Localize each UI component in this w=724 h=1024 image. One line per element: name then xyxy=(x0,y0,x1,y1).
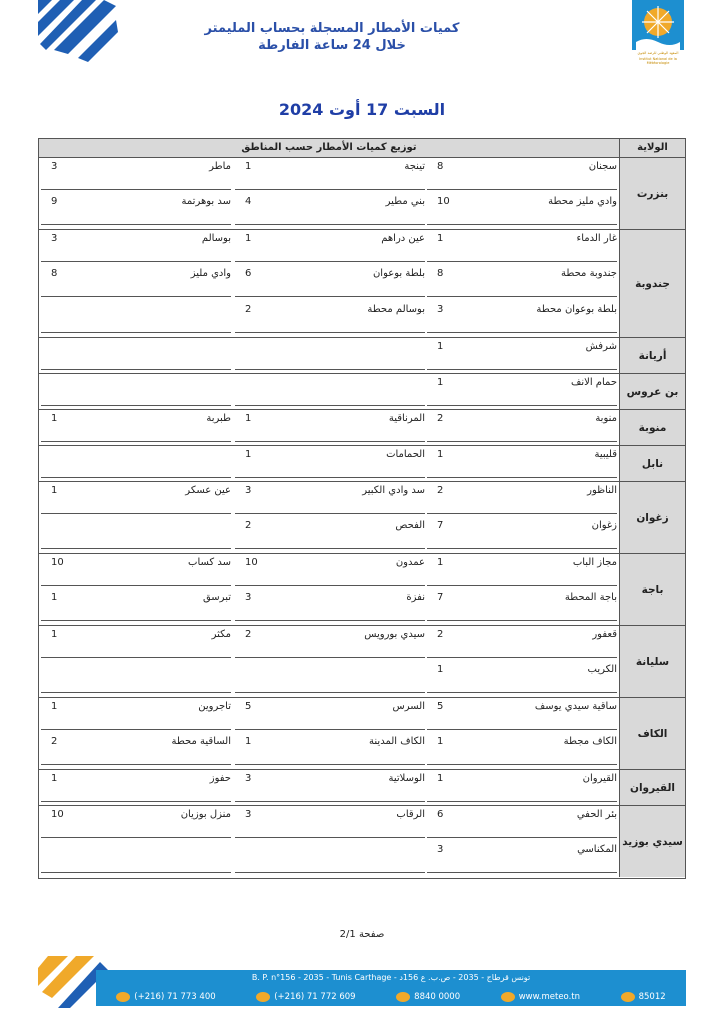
rainfall-value: 1 xyxy=(437,341,444,352)
region-name: أريانة xyxy=(619,337,685,373)
cell-underline xyxy=(235,224,425,225)
footer-address: B. P. n°156 - 2035 - Tunis Carthage - تونس قرطاج - 2035 - ص.ب. ع 156د xyxy=(251,973,531,982)
table-row xyxy=(39,589,619,625)
station-name: تاجروين xyxy=(198,701,231,712)
station-name: جندوبة محطة xyxy=(561,268,617,279)
cell-underline xyxy=(41,261,231,262)
cell-underline xyxy=(41,548,231,549)
cell-underline xyxy=(235,261,425,262)
station-name: المرناقية xyxy=(388,413,425,424)
station-name: منزل بوزيان xyxy=(180,809,231,820)
region-name: الكاف xyxy=(619,697,685,769)
cell-underline xyxy=(427,657,617,658)
phone-icon xyxy=(116,992,130,1002)
footer-contact xyxy=(621,992,666,1002)
station-name: قعفور xyxy=(592,629,617,640)
table-row xyxy=(39,445,619,482)
cell-underline xyxy=(41,189,231,190)
station-name: الكاف المدينة xyxy=(369,736,425,747)
contact-text: 85012 xyxy=(638,991,666,1002)
station-name: سجنان xyxy=(588,161,617,172)
rainfall-value: 1 xyxy=(51,629,58,640)
weather-institute-logo-icon xyxy=(632,0,684,50)
cell-underline xyxy=(235,620,425,621)
cell-underline xyxy=(235,513,425,514)
rainfall-value: 3 xyxy=(245,485,252,496)
rainfall-value: 1 xyxy=(51,413,58,424)
region-name: جندوبة xyxy=(619,229,685,337)
station-name: مجاز الباب xyxy=(572,557,617,568)
contact-text: 8840 0000 xyxy=(414,991,461,1002)
region-name: سليانة xyxy=(619,625,685,697)
cell-underline xyxy=(41,692,231,693)
phone-icon xyxy=(396,992,410,1002)
cell-underline xyxy=(41,585,231,586)
rainfall-value: 2 xyxy=(437,413,444,424)
cell-underline xyxy=(235,801,425,802)
logo-subtitle-fr: Institut National de la Météorologie xyxy=(639,56,677,65)
cell-underline xyxy=(41,405,231,406)
table-row xyxy=(39,661,619,697)
cell-underline xyxy=(41,837,231,838)
table-header xyxy=(39,139,685,158)
cell-underline xyxy=(235,189,425,190)
cell-underline xyxy=(427,405,617,406)
station-name: الناظور xyxy=(587,485,617,496)
table-row xyxy=(39,625,619,662)
station-name: ماطر xyxy=(209,161,231,172)
rainfall-value: 3 xyxy=(437,844,444,855)
station-name: حمام الانف xyxy=(571,377,617,388)
cell-underline xyxy=(235,837,425,838)
station-name: الرقاب xyxy=(396,809,425,820)
station-name: عين عسكر xyxy=(185,485,231,496)
cell-underline xyxy=(427,332,617,333)
phone-icon xyxy=(256,992,270,1002)
station-name: قليبية xyxy=(594,449,617,460)
station-name: طبربة xyxy=(206,413,231,424)
station-name: نفزة xyxy=(406,592,425,603)
fax-icon xyxy=(621,992,635,1002)
report-date: السبت 17 أوت 2024 xyxy=(278,100,446,119)
table-row xyxy=(39,265,619,301)
station-name: بلطة بوعوان محطة xyxy=(536,304,617,315)
rainfall-value: 5 xyxy=(245,701,252,712)
rainfall-table xyxy=(38,138,686,879)
station-name: الساقية محطة xyxy=(171,736,231,747)
cell-underline xyxy=(235,477,425,478)
cell-underline xyxy=(41,764,231,765)
table-row xyxy=(39,481,619,518)
region-name: سيدي بوزيد xyxy=(619,805,685,877)
page-header xyxy=(182,20,482,54)
globe-icon xyxy=(501,992,515,1002)
station-name: القيروان xyxy=(582,773,617,784)
station-name: بني مطير xyxy=(385,196,425,207)
rainfall-value: 10 xyxy=(51,809,64,820)
station-name: زغوان xyxy=(591,520,617,531)
cell-underline xyxy=(235,764,425,765)
rainfall-value: 6 xyxy=(437,809,444,820)
rainfall-value: 10 xyxy=(51,557,64,568)
cell-underline xyxy=(41,513,231,514)
cell-underline xyxy=(427,692,617,693)
station-name: وادي مليز محطة xyxy=(548,196,617,207)
cell-underline xyxy=(41,441,231,442)
rainfall-value: 2 xyxy=(437,485,444,496)
station-name: تينجة xyxy=(404,161,425,172)
station-name: مكثر xyxy=(211,629,231,640)
station-name: الوسلاتية xyxy=(388,773,425,784)
station-name: حفوز xyxy=(209,773,231,784)
region-name: القيروان xyxy=(619,769,685,805)
station-name: عمدون xyxy=(395,557,425,568)
cell-underline xyxy=(427,189,617,190)
rainfall-value: 1 xyxy=(437,449,444,460)
rainfall-value: 10 xyxy=(245,557,258,568)
station-name: الكريب xyxy=(587,664,617,675)
rainfall-value: 4 xyxy=(245,196,252,207)
footer-contact xyxy=(116,992,215,1002)
cell-underline xyxy=(235,872,425,873)
cell-underline xyxy=(427,837,617,838)
table-row xyxy=(39,805,619,842)
station-name: ساقية سيدي يوسف xyxy=(534,701,617,712)
table-row xyxy=(39,697,619,734)
rainfall-value: 2 xyxy=(437,629,444,640)
rainfall-value: 1 xyxy=(245,233,252,244)
station-name: سد كساب xyxy=(188,557,231,568)
cell-underline xyxy=(41,477,231,478)
footer-contact xyxy=(501,992,580,1002)
cell-underline xyxy=(427,513,617,514)
station-name: بوسالم محطة xyxy=(367,304,425,315)
station-name: الحمامات xyxy=(386,449,425,460)
region-name: بن عروس xyxy=(619,373,685,409)
rainfall-value: 1 xyxy=(51,773,58,784)
rainfall-value: 3 xyxy=(245,773,252,784)
table-row xyxy=(39,337,619,374)
station-name: المكناسي xyxy=(577,844,617,855)
footer-contacts xyxy=(96,989,686,1004)
rainfall-value: 1 xyxy=(51,485,58,496)
cell-underline xyxy=(427,548,617,549)
table-row xyxy=(39,373,619,410)
cell-underline xyxy=(427,441,617,442)
table-row xyxy=(39,301,619,337)
region-name: منوبة xyxy=(619,409,685,445)
table-row xyxy=(39,157,619,194)
table-row xyxy=(39,733,619,769)
region-name: زغوان xyxy=(619,481,685,553)
cell-underline xyxy=(235,729,425,730)
cell-underline xyxy=(41,332,231,333)
cell-underline xyxy=(235,369,425,370)
rainfall-value: 7 xyxy=(437,592,444,603)
region-name: بنزرت xyxy=(619,157,685,229)
station-name: عين دراهم xyxy=(381,233,425,244)
header-distribution: توزيع كميات الأمطار حسب المناطق xyxy=(39,139,619,157)
decorative-stripes xyxy=(38,0,118,70)
cell-underline xyxy=(235,585,425,586)
cell-underline xyxy=(41,657,231,658)
rainfall-value: 8 xyxy=(437,161,444,172)
cell-underline xyxy=(41,224,231,225)
footer-contact xyxy=(256,992,355,1002)
station-name: باجة المحطة xyxy=(564,592,617,603)
station-name: تبرسق xyxy=(202,592,231,603)
cell-underline xyxy=(427,729,617,730)
cell-underline xyxy=(41,296,231,297)
cell-underline xyxy=(427,477,617,478)
header-title-line1: كميات الأمطار المسجلة بحساب المليمتر xyxy=(204,21,460,36)
rainfall-value: 2 xyxy=(245,629,252,640)
table-row xyxy=(39,769,619,806)
cell-underline xyxy=(41,801,231,802)
header-title-line2: خلال 24 ساعة الفارطة xyxy=(258,38,406,53)
cell-underline xyxy=(427,224,617,225)
footer-bar xyxy=(96,970,686,1006)
rainfall-value: 1 xyxy=(437,377,444,388)
rainfall-value: 6 xyxy=(245,268,252,279)
cell-underline xyxy=(235,657,425,658)
station-name: منوبة xyxy=(595,413,617,424)
rainfall-value: 1 xyxy=(437,557,444,568)
cell-underline xyxy=(235,332,425,333)
page-number: صفحة 2/1 xyxy=(339,929,385,940)
rainfall-value: 1 xyxy=(245,736,252,747)
station-name: السرس xyxy=(392,701,425,712)
rainfall-value: 2 xyxy=(245,304,252,315)
station-name: سد وادي الكبير xyxy=(362,485,425,496)
cell-underline xyxy=(235,441,425,442)
cell-underline xyxy=(427,369,617,370)
cell-underline xyxy=(41,620,231,621)
table-row xyxy=(39,553,619,590)
rainfall-value: 8 xyxy=(51,268,58,279)
station-name: شرفش xyxy=(585,341,617,352)
rainfall-value: 2 xyxy=(245,520,252,531)
cell-underline xyxy=(427,296,617,297)
rainfall-value: 8 xyxy=(437,268,444,279)
contact-text: (+216) 71 772 609 xyxy=(274,991,356,1002)
station-name: سيدي بورويس xyxy=(364,629,425,640)
rainfall-value: 3 xyxy=(245,809,252,820)
station-name: الكاف مجطة xyxy=(563,736,617,747)
rainfall-value: 1 xyxy=(437,736,444,747)
cell-underline xyxy=(41,729,231,730)
station-name: سد بوهرتمة xyxy=(181,196,231,207)
rainfall-value: 1 xyxy=(51,592,58,603)
rainfall-value: 3 xyxy=(245,592,252,603)
rainfall-value: 1 xyxy=(437,233,444,244)
cell-underline xyxy=(427,764,617,765)
cell-underline xyxy=(235,296,425,297)
cell-underline xyxy=(41,872,231,873)
cell-underline xyxy=(427,585,617,586)
cell-underline xyxy=(235,548,425,549)
rainfall-value: 1 xyxy=(245,161,252,172)
region-name: باجة xyxy=(619,553,685,625)
rainfall-value: 1 xyxy=(245,449,252,460)
cell-underline xyxy=(427,261,617,262)
station-name: وادي مليز xyxy=(190,268,231,279)
header-region: الولاية xyxy=(619,139,685,157)
cell-underline xyxy=(427,620,617,621)
footer-contact xyxy=(396,992,460,1002)
table-row xyxy=(39,409,619,446)
rainfall-value: 3 xyxy=(51,161,58,172)
rainfall-value: 1 xyxy=(437,773,444,784)
cell-underline xyxy=(41,369,231,370)
rainfall-value: 5 xyxy=(437,701,444,712)
cell-underline xyxy=(235,405,425,406)
cell-underline xyxy=(235,692,425,693)
cell-underline xyxy=(427,801,617,802)
table-row xyxy=(39,229,619,266)
table-row xyxy=(39,517,619,553)
rainfall-value: 1 xyxy=(51,701,58,712)
station-name: بئر الحفي xyxy=(576,809,617,820)
rainfall-value: 3 xyxy=(437,304,444,315)
rainfall-value: 1 xyxy=(437,664,444,675)
rainfall-value: 2 xyxy=(51,736,58,747)
contact-text: www.meteo.tn xyxy=(518,991,581,1002)
institute-logo xyxy=(628,0,688,70)
cell-underline xyxy=(427,872,617,873)
station-name: غار الدماء xyxy=(576,233,617,244)
contact-text: (+216) 71 773 400 xyxy=(134,991,216,1002)
rainfall-value: 10 xyxy=(437,196,450,207)
table-row xyxy=(39,193,619,229)
region-name: نابل xyxy=(619,445,685,481)
station-name: بلطة بوعوان xyxy=(372,268,425,279)
station-name: الفحص xyxy=(395,520,425,531)
rainfall-value: 3 xyxy=(51,233,58,244)
rainfall-value: 7 xyxy=(437,520,444,531)
table-row xyxy=(39,841,619,877)
rainfall-value: 9 xyxy=(51,196,58,207)
logo-subtitle-ar: المعهد الوطني للرصد الجوي xyxy=(637,51,679,55)
rainfall-value: 1 xyxy=(245,413,252,424)
station-name: بوسالم xyxy=(201,233,231,244)
